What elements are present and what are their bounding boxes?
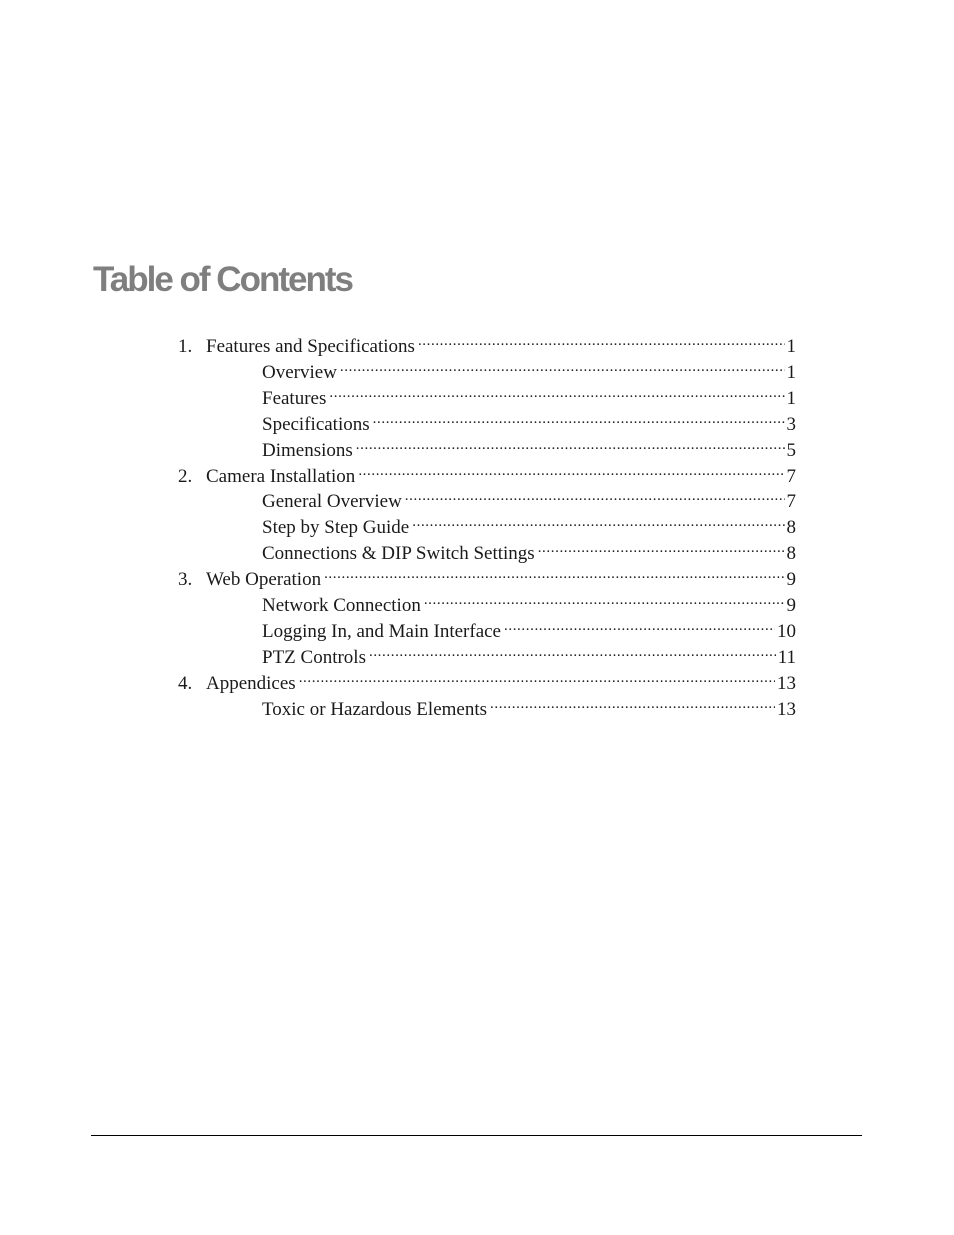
toc-page-number: 9 — [786, 595, 796, 617]
toc-page-number: 5 — [786, 439, 796, 461]
toc-subsection-specifications[interactable] — [178, 411, 796, 437]
toc-subsection-network-connection[interactable] — [178, 592, 796, 618]
dot-leader — [358, 463, 784, 482]
toc-section-label: Features and Specifications — [206, 336, 415, 357]
toc-subsection-label: Specifications — [262, 413, 370, 435]
toc-section-appendices[interactable] — [178, 670, 796, 696]
toc-subsection-label: Step by Step Guide — [262, 517, 410, 539]
toc-section-label: Camera Installation — [206, 465, 356, 487]
toc-section-camera-installation[interactable] — [178, 463, 796, 489]
dot-leader — [369, 644, 776, 663]
toc-section-web-operation[interactable] — [178, 566, 796, 592]
toc-page-number: 3 — [786, 413, 796, 435]
toc-page-number: 13 — [777, 673, 796, 695]
dot-leader — [504, 618, 775, 637]
toc-subsection-dimensions[interactable] — [178, 437, 796, 463]
toc-subsection-label: Connections & DIP Switch Settings — [262, 543, 535, 565]
toc-section-number: 4. — [178, 673, 193, 695]
toc-subsection-ptz-controls[interactable] — [178, 644, 796, 670]
dot-leader — [329, 385, 784, 404]
toc-subsection-label: Toxic or Hazardous Elements — [262, 698, 488, 720]
dot-leader — [418, 333, 785, 352]
toc-page-number: 11 — [777, 647, 796, 669]
toc-subsection-step-by-step-guide[interactable] — [178, 514, 796, 540]
toc-subsection-label: Logging In, and Main Interface — [262, 621, 501, 643]
dot-leader — [424, 592, 785, 611]
toc-subsection-overview[interactable] — [178, 359, 796, 385]
toc-subsection-label: General Overview — [262, 491, 402, 513]
toc-subsection-label: Overview — [262, 361, 337, 383]
toc-page-number: 1 — [786, 336, 796, 357]
toc-section-label: Web Operation — [206, 569, 322, 591]
dot-leader — [356, 437, 785, 456]
toc-subsection-toxic-or-hazardous-elements[interactable] — [178, 696, 796, 722]
toc-subsection-label: Features — [262, 387, 327, 409]
page-title: Table of Contents — [93, 260, 352, 299]
toc-list — [178, 333, 796, 722]
toc-subsection-general-overview[interactable] — [178, 488, 796, 514]
toc-subsection-label: Network Connection — [262, 595, 421, 617]
toc-section-number: 3. — [178, 569, 193, 591]
toc-page-number: 8 — [786, 517, 796, 539]
toc-page-number: 1 — [786, 361, 796, 383]
toc-page-number: 8 — [786, 543, 796, 565]
dot-leader — [299, 670, 775, 689]
toc-page-number: 7 — [786, 491, 796, 513]
toc-page-number: 7 — [786, 465, 796, 487]
toc-subsection-label: PTZ Controls — [262, 647, 366, 669]
toc-section-number: 1. — [178, 336, 193, 357]
dot-leader — [405, 488, 785, 507]
toc-subsection-label: Dimensions — [262, 439, 353, 461]
toc-page-number: 9 — [786, 569, 796, 591]
toc-page-number: 10 — [777, 621, 796, 643]
dot-leader — [324, 566, 784, 585]
toc-page-number: 1 — [786, 387, 796, 409]
dot-leader — [538, 540, 785, 559]
toc-section-features-and-specifications[interactable] — [178, 333, 796, 359]
footer-divider — [91, 1135, 862, 1136]
toc-subsection-connections-dip-switch-settings[interactable] — [178, 540, 796, 566]
dot-leader — [412, 514, 784, 533]
dot-leader — [340, 359, 785, 378]
dot-leader — [373, 411, 785, 430]
toc-subsection-logging-in-main-interface[interactable] — [178, 618, 796, 644]
toc-section-number: 2. — [178, 465, 193, 487]
toc-page-number: 13 — [777, 698, 796, 720]
toc-subsection-features[interactable] — [178, 385, 796, 411]
toc-section-label: Appendices — [206, 673, 296, 695]
dot-leader — [490, 696, 775, 715]
